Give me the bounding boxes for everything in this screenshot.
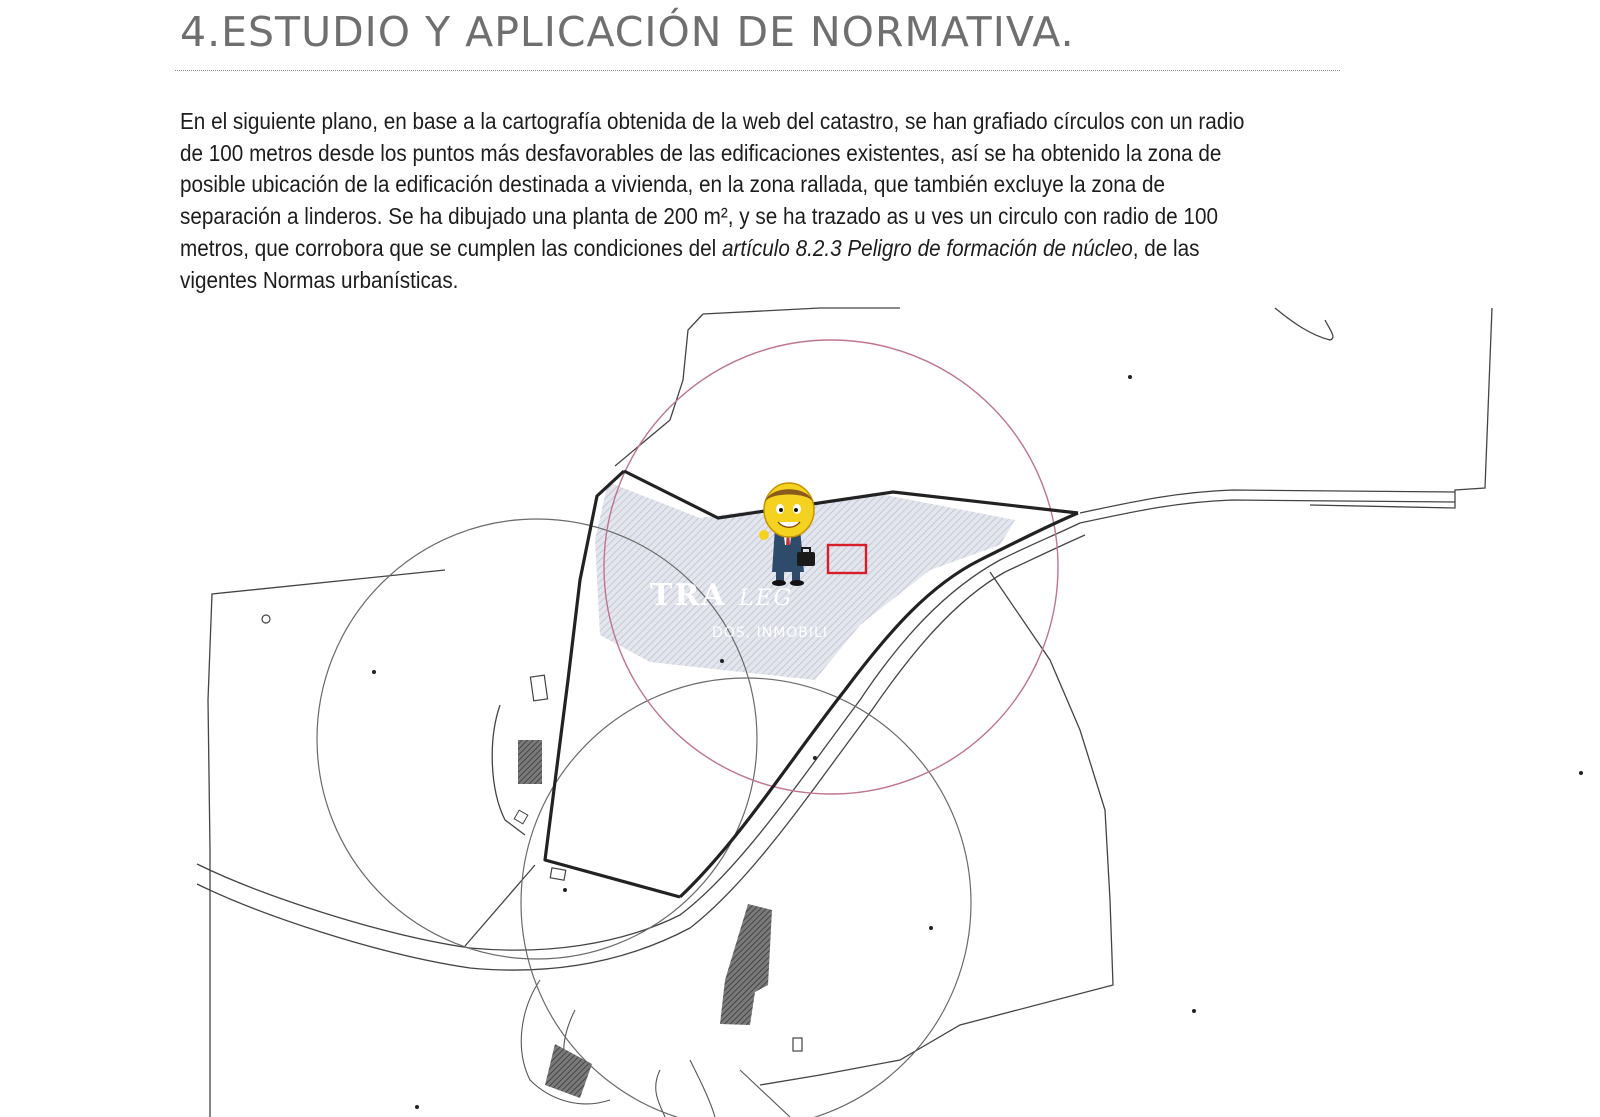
paragraph-line-5-start: metros, que corrobora que se cumplen las condiciones del bbox=[180, 234, 722, 261]
parcel-boundary bbox=[1275, 308, 1333, 340]
existing-building bbox=[720, 904, 772, 1025]
existing-building bbox=[518, 740, 542, 784]
watermark-brand-b: LEG bbox=[739, 586, 794, 611]
parcel-boundary bbox=[615, 308, 900, 466]
watermark-brand bbox=[650, 578, 793, 613]
article-reference: artículo 8.2.3 Peligro de formación de núcleo bbox=[721, 234, 1133, 261]
small-structure bbox=[530, 675, 547, 701]
watermark-brand-a: TRA bbox=[650, 578, 727, 613]
site-plan bbox=[0, 300, 1600, 1117]
paragraph-line-5-end: , de las bbox=[1132, 234, 1200, 261]
watermark-tagline: DOS, INMOBILI bbox=[712, 625, 828, 641]
paragraph-line: En el siguiente plano, en base a la cartografía obtenida de la web del catastro, se han grafiado círculos con un radio bbox=[180, 108, 1245, 134]
survey-marker bbox=[262, 615, 270, 623]
page-title: 4.ESTUDIO Y APLICACIÓN DE NORMATIVA. bbox=[180, 8, 1075, 56]
title-divider bbox=[175, 70, 1340, 71]
paragraph-line: vigentes Normas urbanísticas. bbox=[180, 266, 459, 293]
paragraph-line: posible ubicación de la edificación destinada a vivienda, en la zona rallada, que también excluye la zona de bbox=[180, 171, 1166, 198]
radius-circle bbox=[521, 678, 971, 1117]
survey-points bbox=[372, 375, 1583, 1109]
small-structure bbox=[514, 810, 528, 824]
paragraph-line: separación a linderos. Se ha dibujado una planta de 200 m², y se ha trazado as u ves un circulo con radio de 100 bbox=[180, 203, 1218, 230]
parcel-boundary bbox=[1310, 308, 1492, 508]
existing-building bbox=[545, 1044, 592, 1098]
paragraph-line bbox=[180, 233, 1242, 265]
small-structure bbox=[550, 868, 566, 880]
description-paragraph bbox=[180, 106, 1245, 296]
small-structure bbox=[793, 1038, 802, 1051]
paragraph-line: de 100 metros desde los puntos más desfavorables de las edificaciones existentes, así se ha obtenido la zona de bbox=[180, 139, 1222, 166]
parcel-boundary bbox=[208, 570, 445, 1117]
